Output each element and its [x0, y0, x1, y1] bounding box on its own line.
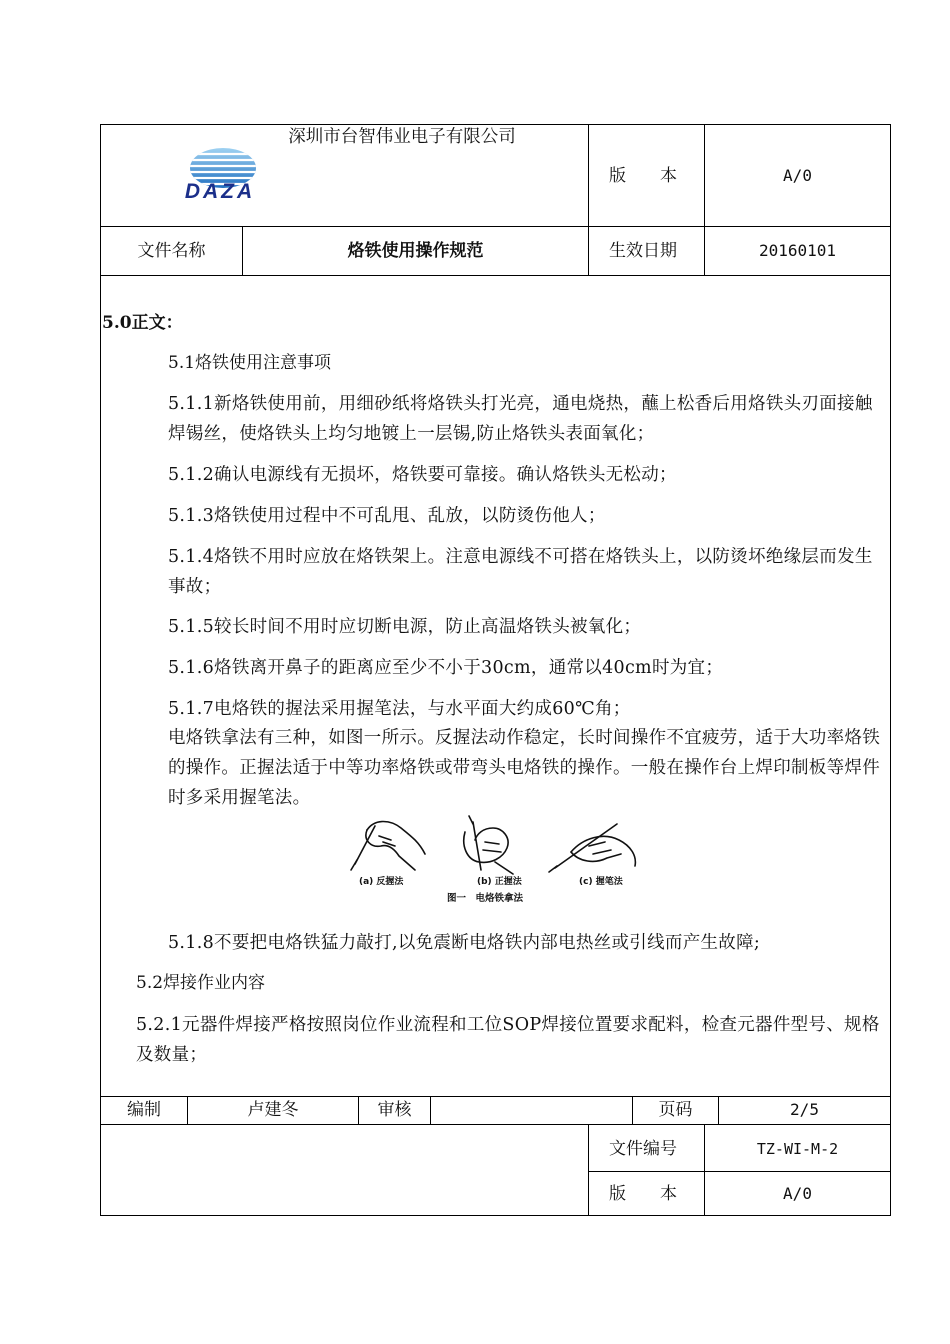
logo-text: DAZA — [184, 180, 256, 203]
paragraph-5-1-6: 5.1.6烙铁离开鼻子的距离应至少不小于30cm，通常以40cm时为宜； — [168, 658, 724, 678]
company-name: 深圳市台智伟业电子有限公司 — [288, 127, 516, 147]
page-label: 页码 — [658, 1100, 693, 1120]
doc-name-value: 烙铁使用操作规范 — [347, 241, 484, 261]
border-line — [430, 1096, 431, 1125]
figure-title: 图一 电烙铁拿法 — [446, 893, 523, 904]
effective-date-label: 生效日期 — [609, 241, 677, 261]
border-line — [588, 124, 589, 276]
page-value: 2/5 — [790, 1100, 819, 1119]
paragraph-holding-methods: 电烙铁拿法有三种，如图一所示。反握法动作稳定，长时间操作不宜疲劳，适于大功率烙铁的操作。正握法适于中等功率烙铁或带弯头电烙铁的操作。一般在操作台上焊印制板等焊件时多采用握笔法。 — [168, 728, 880, 808]
border-line — [588, 1171, 891, 1172]
editor-value: 卢建冬 — [247, 1100, 299, 1120]
border-line — [100, 226, 891, 227]
border-line — [890, 124, 891, 1216]
footer-version-value: A/0 — [783, 1184, 812, 1203]
border-line — [100, 1096, 891, 1097]
footer-version-label: 版 本 — [609, 1184, 677, 1204]
paragraph-5-2-1: 5.2.1元器件焊接严格按照岗位作业流程和工位SOP焊接位置要求配料，检查元器件型号、规格及数量； — [136, 1015, 880, 1065]
subsection-heading: 5.1烙铁使用注意事项 — [168, 353, 332, 373]
border-line — [100, 124, 891, 125]
holding-methods-figure — [345, 812, 645, 908]
doc-name-label: 文件名称 — [137, 241, 206, 261]
border-line — [100, 1215, 891, 1216]
version-label: 版 本 — [609, 166, 677, 186]
border-line — [100, 124, 101, 1216]
paragraph-5-1-2: 5.1.2确认电源线有无损坏，烙铁要可靠接。确认烙铁头无松动； — [168, 465, 677, 485]
hand-illustrations — [345, 812, 645, 882]
review-label: 审核 — [377, 1100, 412, 1120]
section-heading: 5.0正文： — [102, 313, 183, 333]
paragraph-5-1-4: 5.1.4烙铁不用时应放在烙铁架上。注意电源线不可搭在烙铁头上，以防烫坏绝缘层而发生事故； — [168, 547, 873, 597]
figure-caption-b: (b) 正握法 — [477, 877, 522, 887]
paragraph-5-1-8: 5.1.8不要把电烙铁猛力敲打,以免震断电烙铁内部电热丝或引线而产生故障; — [168, 933, 761, 953]
border-line — [100, 275, 891, 276]
daza-logo — [168, 146, 272, 204]
doc-no-label: 文件编号 — [609, 1139, 677, 1159]
subsection-heading-5-2: 5.2焊接作业内容 — [136, 973, 266, 993]
border-line — [100, 1124, 891, 1125]
figure-caption-a: (a) 反握法 — [359, 877, 404, 887]
paragraph-5-1-3: 5.1.3烙铁使用过程中不可乱甩、乱放，以防烫伤他人； — [168, 506, 606, 526]
border-line — [588, 1124, 589, 1216]
paragraph-5-1-1: 5.1.1新烙铁使用前，用细砂纸将烙铁头打光亮，通电烧热，蘸上松香后用烙铁头刃面接触焊锡丝，使烙铁头上均匀地镀上一层锡,防止烙铁头表面氧化； — [168, 394, 873, 444]
paragraph-5-1-7: 5.1.7电烙铁的握法采用握笔法，与水平面大约成60℃角； — [168, 699, 631, 719]
version-value: A/0 — [783, 166, 812, 185]
doc-no-value: TZ-WI-M-2 — [756, 1140, 839, 1158]
paragraph-5-1-5: 5.1.5较长时间不用时应切断电源，防止高温烙铁头被氧化； — [168, 617, 642, 637]
figure-caption-c: (c) 握笔法 — [579, 877, 623, 887]
effective-date-value: 20160101 — [758, 241, 837, 260]
editor-label: 编制 — [127, 1100, 161, 1120]
